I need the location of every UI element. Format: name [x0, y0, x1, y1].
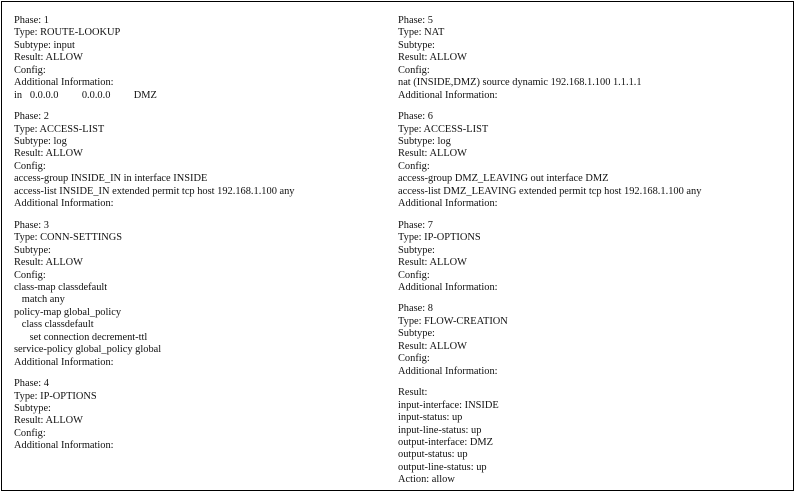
output-line: Type: FLOW-CREATION: [398, 315, 508, 327]
output-line: Phase: 2: [14, 111, 49, 123]
output-line: Subtype: log: [398, 136, 451, 148]
output-line: Result: ALLOW: [14, 257, 83, 269]
output-line: Additional Information:: [14, 77, 114, 89]
output-line: Config:: [14, 427, 46, 439]
phase-block: [398, 15, 701, 102]
output-line: nat (INSIDE,DMZ) source dynamic 192.168.1.100 1.1.1.1: [398, 77, 642, 89]
output-line: Phase: 7: [398, 219, 433, 231]
output-line: Result: ALLOW: [398, 52, 467, 64]
output-line: Additional Information:: [14, 440, 114, 452]
output-line: output-interface: DMZ: [398, 436, 493, 448]
output-line: access-list DMZ_LEAVING extended permit tcp host 192.168.1.100 any: [398, 185, 702, 197]
output-line: Subtype:: [398, 39, 435, 51]
output-line: Type: ACCESS-LIST: [398, 123, 489, 135]
phase-block: [14, 220, 295, 369]
output-line: class classdefault: [14, 319, 94, 331]
output-line: Additional Information:: [398, 198, 498, 210]
output-line: Result: ALLOW: [398, 148, 467, 160]
output-line: Additional Information:: [14, 198, 114, 210]
output-line: Result:: [398, 387, 428, 399]
output-line: Action: allow: [398, 474, 455, 486]
output-line: Config:: [398, 353, 430, 365]
left-column: [14, 15, 295, 462]
output-line: Additional Information:: [398, 89, 498, 101]
phase-block: [398, 303, 701, 378]
output-line: Type: CONN-SETTINGS: [14, 232, 123, 244]
output-line: service-policy global_policy global: [14, 344, 162, 356]
output-line: Type: IP-OPTIONS: [14, 390, 97, 402]
output-line: Phase: 6: [398, 111, 433, 123]
phase-block: [14, 111, 295, 211]
output-line: Config:: [398, 64, 430, 76]
output-line: Type: ACCESS-LIST: [14, 123, 105, 135]
output-line: Subtype:: [398, 244, 435, 256]
output-line: Config:: [14, 64, 46, 76]
output-line: Additional Information:: [398, 281, 498, 293]
output-line: Phase: 8: [398, 303, 433, 315]
output-line: policy-map global_policy: [14, 306, 122, 318]
output-line: Additional Information:: [14, 356, 114, 368]
output-line: Subtype:: [398, 328, 435, 340]
phase-block: [14, 15, 295, 102]
output-line: Phase: 5: [398, 15, 433, 26]
output-line: class-map classdefault: [14, 281, 108, 293]
output-line: access-group DMZ_LEAVING out interface DMZ: [398, 173, 609, 185]
output-line: Config:: [14, 160, 46, 172]
output-line: Additional Information:: [398, 365, 498, 377]
output-line: access-group INSIDE_IN in interface INSIDE: [14, 173, 208, 185]
output-line: Phase: 1: [14, 15, 49, 26]
output-line: Result: ALLOW: [398, 257, 467, 269]
output-line: Config:: [398, 269, 430, 281]
phase-block: [398, 220, 701, 295]
output-line: in 0.0.0.0 0.0.0.0 DMZ: [14, 89, 157, 101]
phase-block: [398, 111, 701, 211]
output-line: input-status: up: [398, 412, 463, 424]
output-line: output-status: up: [398, 449, 468, 461]
output-line: Type: IP-OPTIONS: [398, 232, 481, 244]
output-line: Subtype: log: [14, 136, 67, 148]
packet-tracer-output-frame: [1, 1, 794, 491]
output-line: match any: [14, 294, 65, 306]
output-line: Subtype:: [14, 402, 51, 414]
output-line: Config:: [14, 269, 46, 281]
output-line: input-line-status: up: [398, 424, 482, 436]
output-line: Subtype:: [14, 244, 51, 256]
output-line: Type: NAT: [398, 27, 445, 39]
output-line: Result: ALLOW: [398, 340, 467, 352]
output-line: output-line-status: up: [398, 461, 487, 473]
output-line: Phase: 3: [14, 219, 49, 231]
output-line: input-interface: INSIDE: [398, 399, 499, 411]
output-line: Result: ALLOW: [14, 415, 83, 427]
output-line: Phase: 4: [14, 378, 49, 390]
right-column: [398, 15, 701, 496]
output-line: Result: ALLOW: [14, 52, 83, 64]
output-line: Config:: [398, 160, 430, 172]
output-line: Type: ROUTE-LOOKUP: [14, 27, 121, 39]
output-line: access-list INSIDE_IN extended permit tcp host 192.168.1.100 any: [14, 185, 295, 197]
output-line: Subtype: input: [14, 39, 75, 51]
output-line: set connection decrement-ttl: [14, 331, 148, 343]
output-line: Result: ALLOW: [14, 148, 83, 160]
phase-block: [398, 387, 701, 487]
phase-block: [14, 378, 295, 453]
